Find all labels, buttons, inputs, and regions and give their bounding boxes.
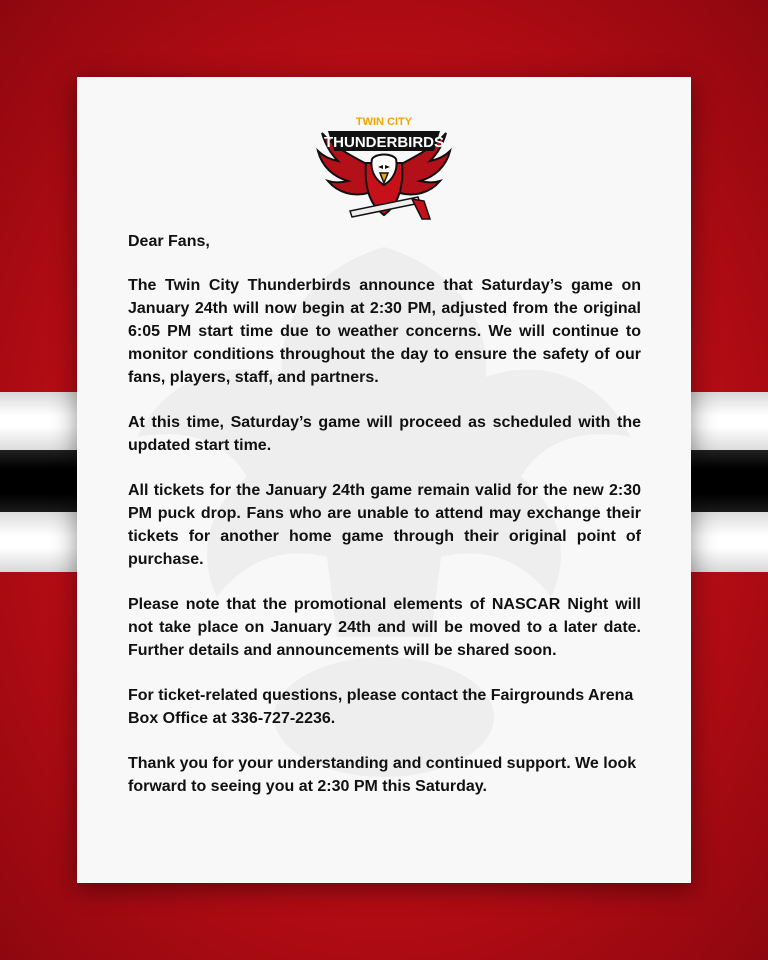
paragraph-game-proceeds: At this time, Saturday’s game will proceed as scheduled with the updated start time. bbox=[128, 414, 641, 454]
paragraph-thank-you: Thank you for your understanding and continued support. We look forward to seeing you at 2:30 PM this Saturday. bbox=[128, 755, 637, 795]
paragraph-tickets: All tickets for the January 24th game remain valid for the new 2:30 PM puck drop. Fans who are unable to attend may exchange their tickets for another home game through their original point of purchase. bbox=[128, 482, 641, 568]
greeting: Dear Fans, bbox=[128, 233, 210, 250]
letter-body bbox=[128, 230, 641, 820]
paragraph-time-change: The Twin City Thunderbirds announce that Saturday’s game on January 24th will now begin at 2:30 PM, adjusted from the original 6:05 PM start time due to weather concerns. We will continue to monitor conditions throughout the day to ensure the safety of our fans, players, staff, and partners. bbox=[128, 277, 641, 386]
logo-main-text: THUNDERBIRDS bbox=[324, 134, 444, 151]
letter-card bbox=[77, 77, 691, 883]
paragraph-contact: For ticket-related questions, please contact the Fairgrounds Arena Box Office at 336-727-2236. bbox=[128, 687, 634, 727]
logo-top-text: TWIN CITY bbox=[355, 116, 413, 128]
paragraph-nascar-night: Please note that the promotional elements of NASCAR Night will not take place on January 24th and will be moved to a later date. Further details and announcements will be shared soon. bbox=[128, 596, 641, 659]
thunderbirds-logo bbox=[314, 107, 454, 231]
